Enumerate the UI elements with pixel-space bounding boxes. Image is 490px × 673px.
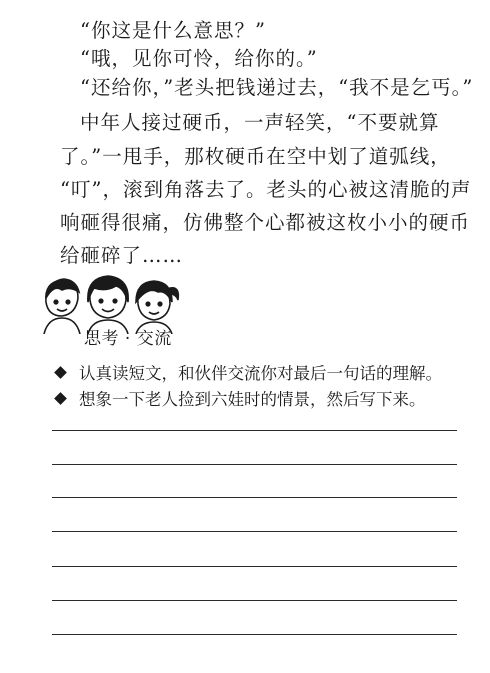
writing-line[interactable] bbox=[52, 566, 457, 567]
writing-line[interactable] bbox=[52, 497, 457, 498]
writing-line[interactable] bbox=[52, 430, 457, 431]
task-item bbox=[56, 360, 442, 384]
story-line: “叮”，滚到角落去了。老头的心被这清脆的声 bbox=[60, 178, 472, 201]
writing-line[interactable] bbox=[52, 464, 457, 465]
story-line: 了。”一甩手，那枚硬币在空中划了道弧线， bbox=[60, 145, 451, 168]
section-title: 思考 · 交流 bbox=[84, 329, 172, 349]
writing-line[interactable] bbox=[52, 531, 457, 532]
diamond-bullet-icon bbox=[54, 392, 67, 405]
story-line: “还给你，”老头把钱递过去，“我不是乞丐。” bbox=[80, 76, 474, 99]
story-line: 响砸得很痛，仿佛整个心都被这枚小小的硬币 bbox=[60, 211, 471, 234]
writing-line[interactable] bbox=[52, 634, 457, 635]
task-text: 认真读短文，和伙伴交流你对最后一句话的理解。 bbox=[79, 364, 442, 383]
diamond-bullet-icon bbox=[54, 366, 67, 379]
story-line: 中年人接过硬币，一声轻笑，“不要就算 bbox=[80, 111, 440, 134]
task-text: 想象一下老人捡到六娃时的情景，然后写下来。 bbox=[79, 390, 426, 409]
task-item bbox=[56, 386, 426, 410]
story-line: “你这是什么意思？” bbox=[80, 19, 266, 42]
story-line: “哦，见你可怜，给你的。” bbox=[80, 47, 318, 70]
writing-line[interactable] bbox=[52, 600, 457, 601]
story-line: 给砸碎了…… bbox=[60, 244, 184, 267]
